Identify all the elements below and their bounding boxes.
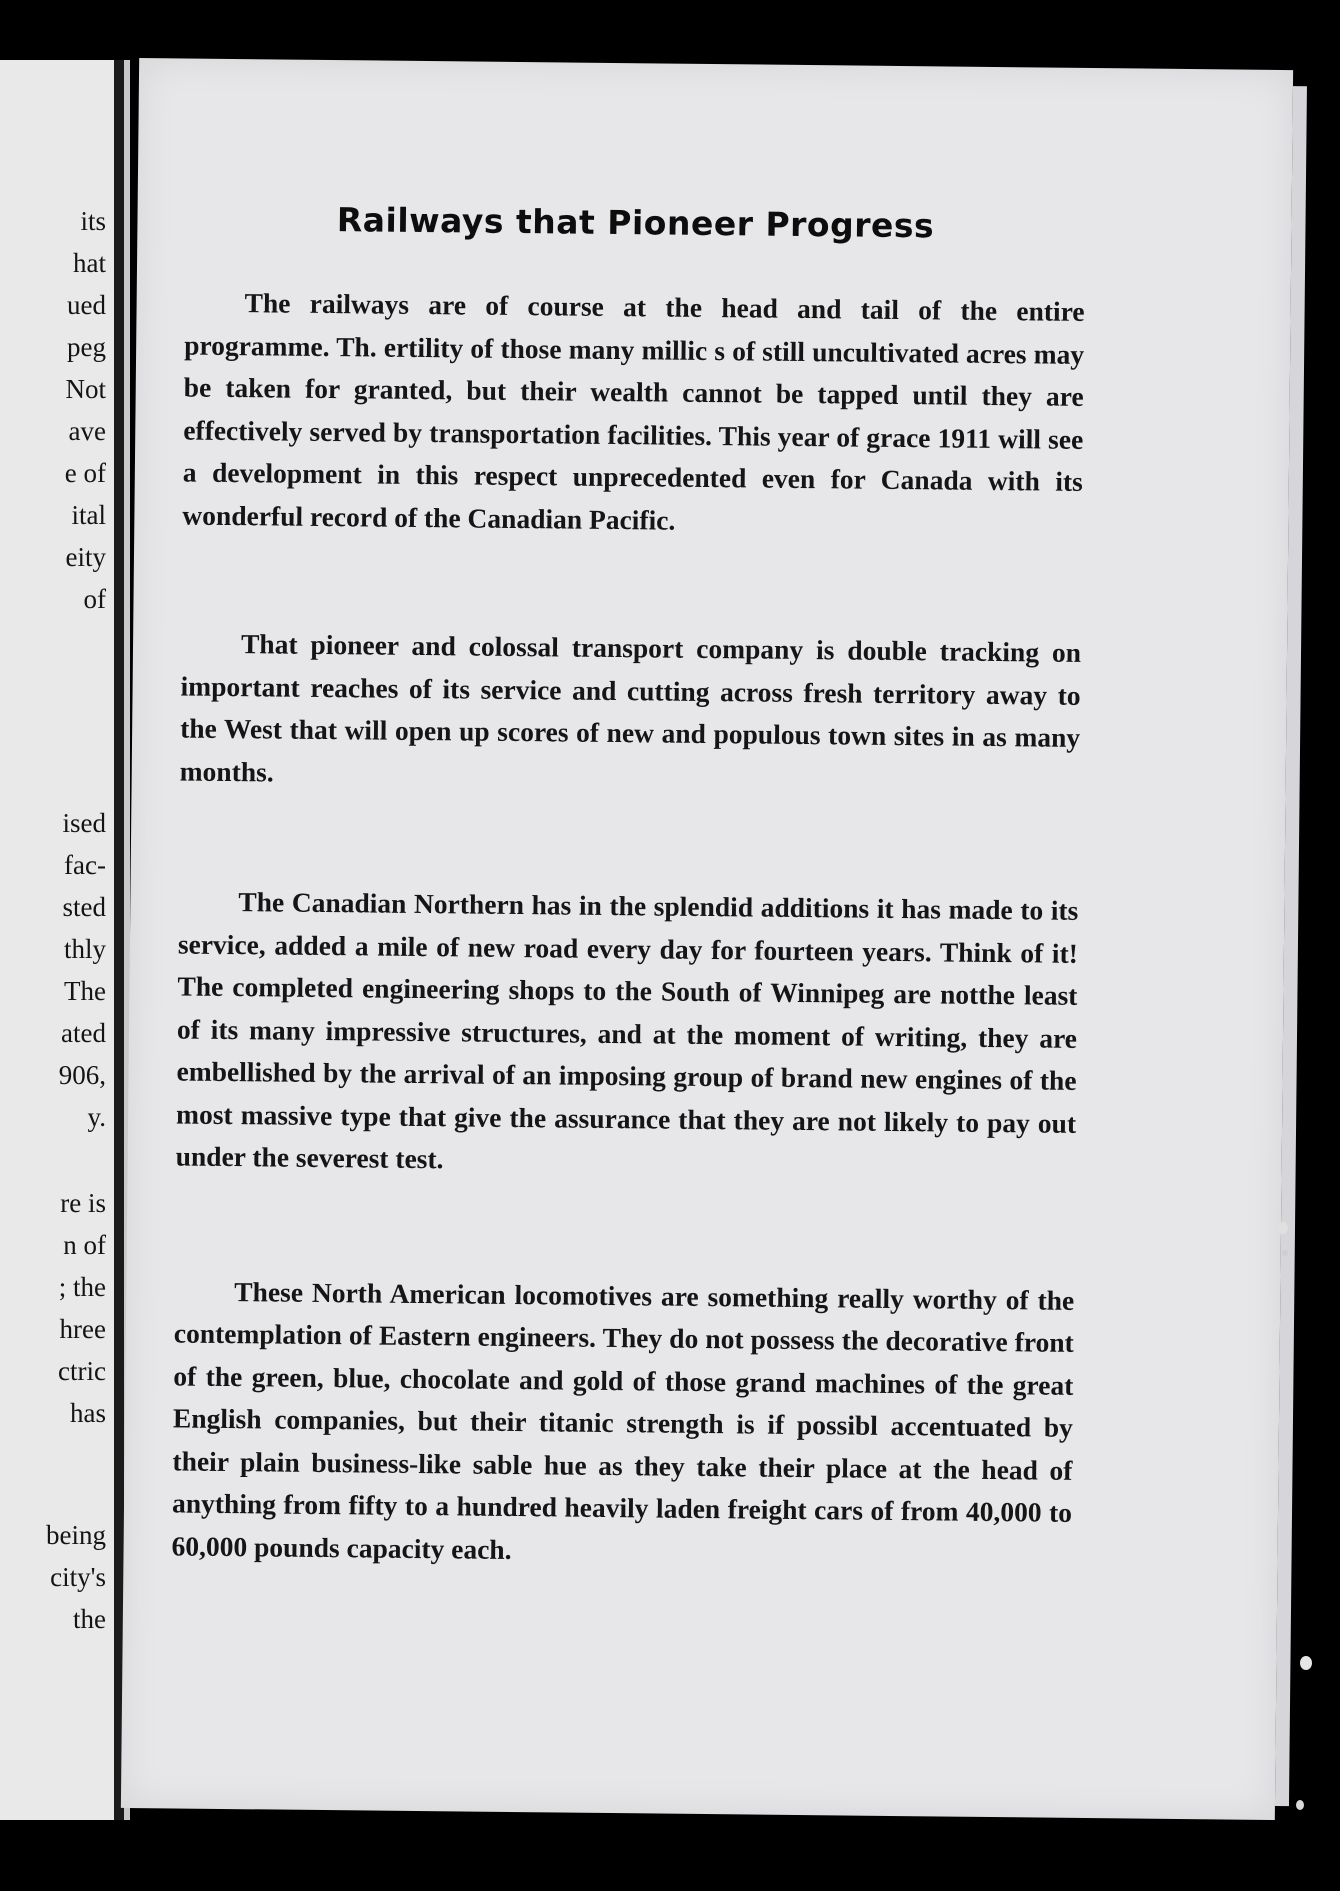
paragraph-locomotives: These North American locomotives are something really worthy of the contemplation of Eastern engineers. They do not possess the decorative front of the green, blue, chocolate and gold of those grand machines of the great English companies, but their titanic strength is if possibl accentuated by their plain business-like sable hue as they take their place at the head of anything from fifty to a hundred heavily laden freight cars of from 40,000 to 60,000 pounds capacity each. bbox=[171, 1275, 1075, 1565]
left-page-fragment: ital bbox=[71, 500, 106, 530]
paragraph-canadian-northern: The Canadian Northern has in the splendid additions it has made to its service, added a mile of new road every day for fourteen years. Think of it! The completed engineering shops to the South of Winnipeg are notthe least of its many impressive structures, and at the moment of writing, they are embellished by the arrival of an imposing group of brand new engines of the most massive type that give the assurance that they are not likely to pay out under the severest test. bbox=[175, 886, 1079, 1175]
page-edge bbox=[1275, 86, 1307, 1806]
scan-dust bbox=[1300, 1656, 1312, 1670]
scan-dust bbox=[1296, 1800, 1304, 1810]
left-page-fragment: e of bbox=[64, 458, 106, 488]
left-page-fragment: has bbox=[70, 1398, 106, 1428]
left-page-fragment: ; the bbox=[58, 1272, 106, 1302]
left-page-fragment: the bbox=[73, 1604, 106, 1634]
left-page-fragment: fac- bbox=[64, 850, 106, 880]
main-page bbox=[121, 58, 1293, 1820]
left-page-fragment: peg bbox=[67, 332, 106, 362]
scan-dust bbox=[1278, 1222, 1288, 1234]
left-page-fragment: ave bbox=[68, 416, 106, 446]
left-page-fragment: ctric bbox=[58, 1356, 106, 1386]
left-page-fragment: y. bbox=[87, 1102, 106, 1132]
page-content bbox=[171, 199, 1085, 1577]
left-page-fragment: 906, bbox=[58, 1060, 106, 1090]
left-facing-page bbox=[0, 60, 114, 1820]
left-page-fragment: its bbox=[80, 206, 106, 236]
left-page-fragment: ued bbox=[67, 290, 106, 320]
left-page-fragment: city's bbox=[50, 1562, 106, 1592]
left-page-fragment: Not bbox=[65, 374, 106, 404]
page-title: Railways that Pioneer Progress bbox=[336, 200, 935, 246]
left-page-fragment: of bbox=[83, 584, 106, 614]
left-page-fragment: n of bbox=[63, 1230, 106, 1260]
left-page-fragment: eity bbox=[65, 542, 106, 572]
left-page-fragment: being bbox=[46, 1520, 106, 1550]
scan-dust bbox=[1282, 1250, 1288, 1256]
left-page-fragment: thly bbox=[63, 934, 106, 964]
left-page-fragment: re is bbox=[60, 1188, 106, 1218]
left-page-fragment: ised bbox=[62, 808, 106, 838]
paragraph-railways: The railways are of course at the head and tail of the entire programme. Th. ertility of those many millic s of still uncultivated acres may be taken for granted, but their wealth cannot be tapped until they are effectively served by transportation facilities. This year of grace 1911 will see a development in this respect unprecedented even for Canada with its wonderful record of the Canadian Pacific. bbox=[182, 287, 1085, 536]
left-page-fragment: sted bbox=[62, 892, 106, 922]
left-page-fragment: hat bbox=[73, 248, 106, 278]
left-page-fragment: The bbox=[64, 976, 106, 1006]
left-page-fragment: hree bbox=[59, 1314, 106, 1344]
paragraph-canadian-pacific: That pioneer and colossal transport company is double tracking on important reaches of its service and cutting across fresh territory away to the West that will open up scores of new and populous town sites in as many months. bbox=[179, 628, 1082, 787]
left-page-fragment: ated bbox=[61, 1018, 106, 1048]
